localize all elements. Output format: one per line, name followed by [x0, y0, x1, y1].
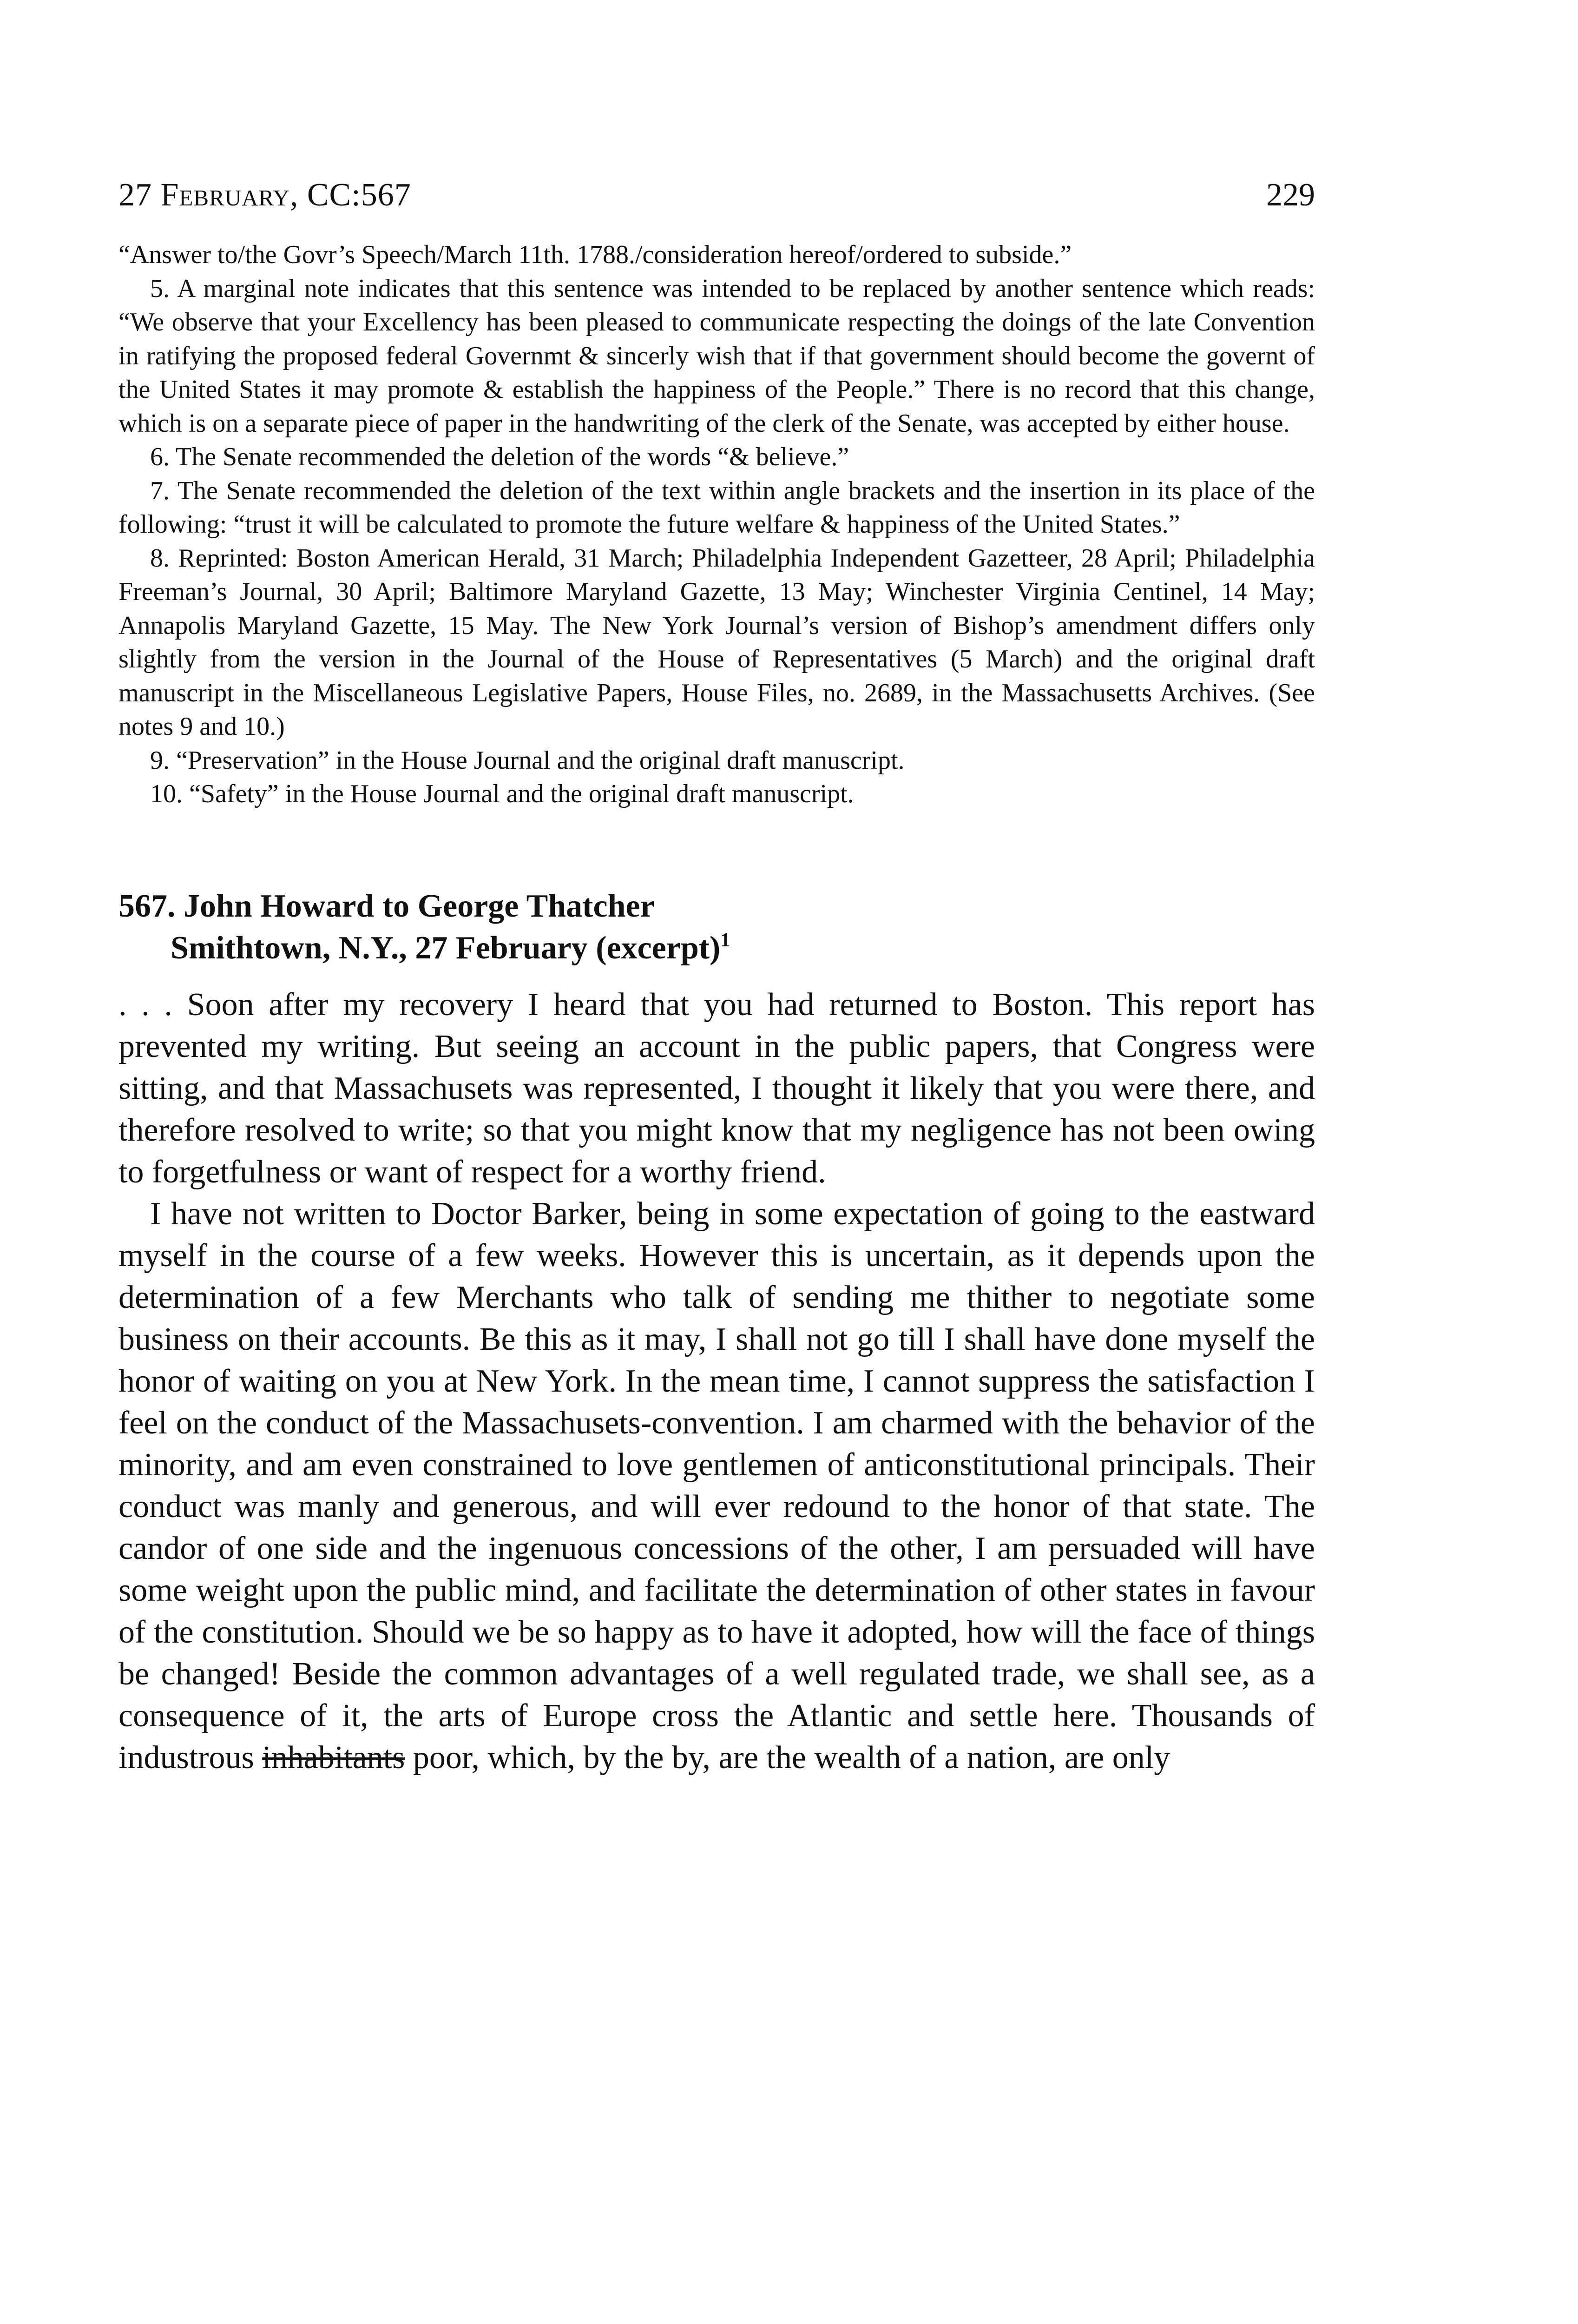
struck-word: inhabitants: [262, 1739, 405, 1776]
document-heading: [118, 885, 1315, 969]
heading-place-date: Smithtown, N.Y., 27 February (excerpt)$^1$: [171, 929, 730, 966]
running-head: [118, 172, 1315, 218]
letter-body: [118, 984, 1315, 1779]
note-7: 7. The Senate recommended the deletion of the text within angle brackets and the insertion in its place of the following: “trust it will be calculated to promote the future welfare & happiness of the United States.”: [118, 476, 1315, 539]
note-9: 9. “Preservation” in the House Journal and the original draft manuscript.: [150, 746, 905, 775]
note-4-continuation: “Answer to/the Govr’s Speech/March 11th. 1788./consideration hereof/ordered to subside.”: [118, 240, 1072, 269]
heading-title: 567. John Howard to George Thatcher: [118, 888, 655, 924]
footnote-marker: 1: [720, 929, 730, 951]
letter-paragraph-1: . . . Soon after my recovery I heard that you had returned to Boston. This report has prevented my writing. But seeing an account in the public papers, that Congress were sitting, and that Massachusets was represented, I thought it likely that you were there, and therefore resolved to write; so that you might know that my negligence has not been owing to forgetfulness or want of respect for a worthy friend.: [118, 986, 1315, 1190]
letter-paragraph-2: I have not written to Doctor Barker, being in some expectation of going to the eastward myself in the course of a few weeks. However this is uncertain, as it depends upon the determination of a few Merchants who talk of sending me thither to negotiate some business on their accounts. Be this as it may, I shall not go till I shall have done myself the honor of waiting on you at New York. In the mean time, I cannot suppress the satisfaction I feel on the conduct of the Massachusets-convention. I am charmed with the behavior of the minority, and am even constrained to love gentlemen of anticonstitutional principals. Their conduct was manly and generous, and will ever redound to the honor of that state. The candor of one side and the ingenuous concessions of the other, I am persuaded will have some weight upon the public mind, and facilitate the determination of other states in favour of the constitution. Should we be so happy as to have it adopted, how will the face of things be changed! Beside the common advantages of a well regulated trade, we shall see, as a consequence of it, the arts of Europe cross the Atlantic and settle here. Thousands of industrous inhabitants poor, which, by the by, are the wealth of a nation, are only: [118, 1195, 1315, 1776]
page-number: 229: [1266, 177, 1315, 213]
note-5: 5. A marginal note indicates that this sentence was intended to be replaced by another sentence which reads: “We observe that your Excellency has been pleased to communicate respecting the doings of the late Convention in ratifying the proposed federal Governmt & sincerly wish that if that government should become the governt of the United States it may promote & establish the happiness of the People.” There is no record that this change, which is on a separate piece of paper in the handwriting of the clerk of the Senate, was accepted by either house.: [118, 274, 1315, 438]
note-6: 6. The Senate recommended the deletion of the words “& believe.”: [150, 442, 849, 471]
running-head-date: 27 February, CC:567: [118, 177, 411, 213]
note-10: 10. “Safety” in the House Journal and the original draft manuscript.: [150, 779, 854, 808]
document-page: [118, 172, 1315, 1779]
footnotes-continued: [118, 238, 1315, 811]
note-8: 8. Reprinted: Boston American Herald, 31 March; Philadelphia Independent Gazetteer, 28 April; Philadelphia Freeman’s Journal, 30 April; Baltimore Maryland Gazette, 13 May; Winchester Virginia Centinel, 14 May; Annapolis Maryland Gazette, 15 May. The New York Journal’s version of Bishop’s amendment differs only slightly from the version in the Journal of the House of Representatives (5 March) and the original draft manuscript in the Miscellaneous Legislative Papers, House Files, no. 2689, in the Massachusetts Archives. (See notes 9 and 10.): [118, 543, 1315, 741]
